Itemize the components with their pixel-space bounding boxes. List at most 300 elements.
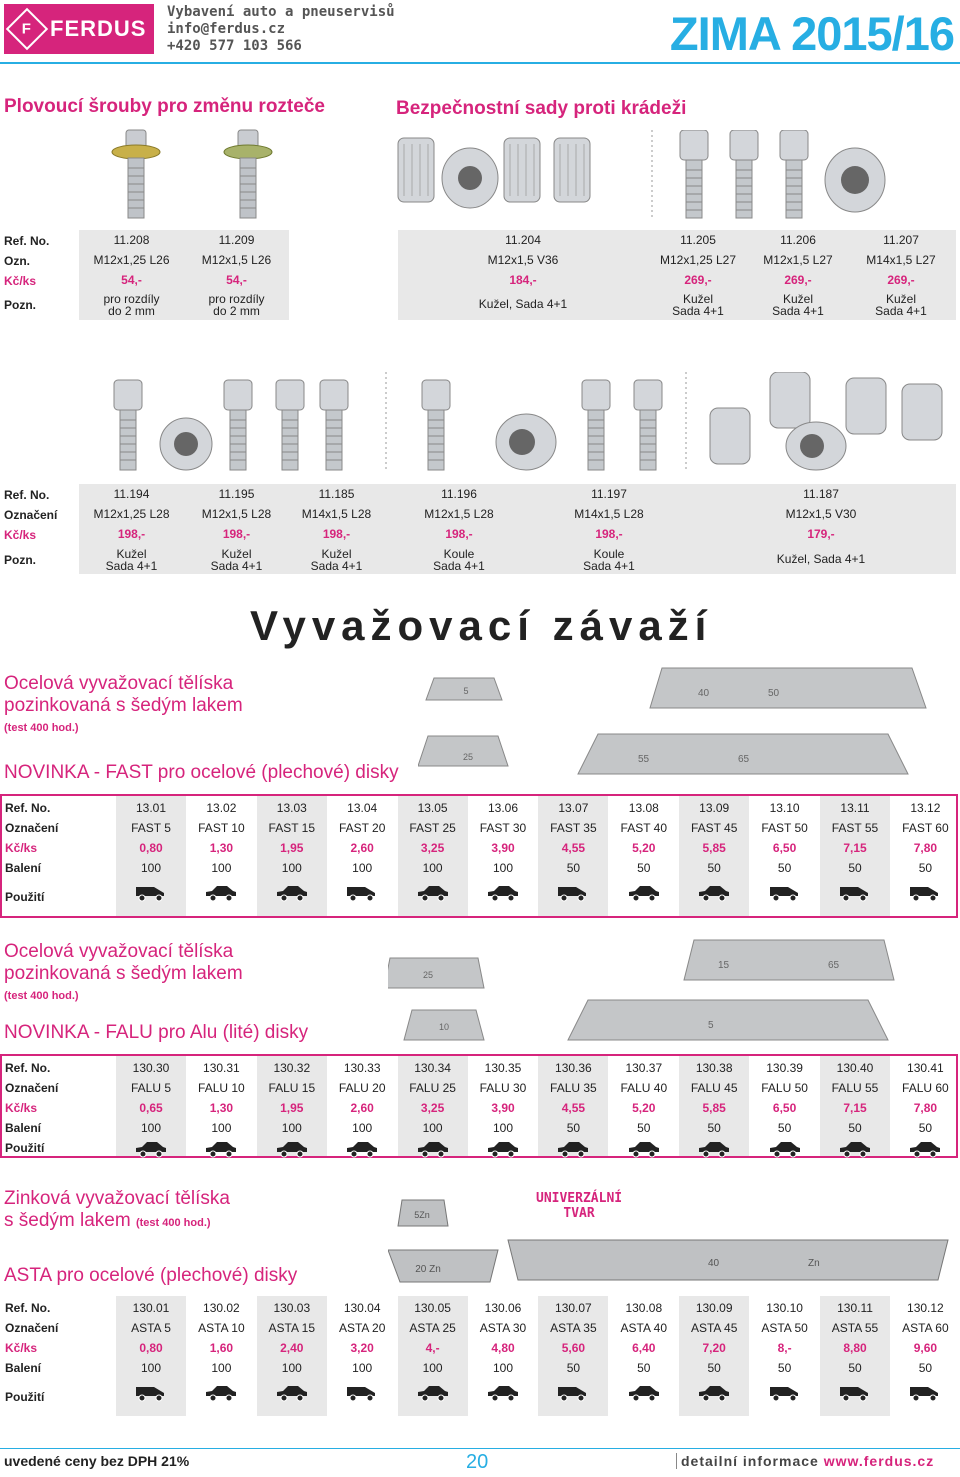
table-cell: 100 <box>211 861 232 875</box>
car-icon <box>697 1138 731 1164</box>
product-ref: 11.206 <box>780 233 816 247</box>
fast-desc-1: Ocelová vyvažovací tělíska <box>4 673 234 694</box>
table-cell: 130.31 <box>203 1061 240 1075</box>
row-label: Označení <box>5 1321 59 1335</box>
fast-weight-label-3: 50 <box>768 688 780 699</box>
car-icon <box>486 1379 520 1417</box>
product-ref: 11.197 <box>591 487 627 501</box>
product-price: 54,- <box>226 273 247 287</box>
lock-ball-set-icon <box>422 380 662 470</box>
label-pozn: Pozn. <box>4 298 36 312</box>
product-price: 198,- <box>117 527 146 541</box>
table-cell: FAST 25 <box>409 821 456 835</box>
footer <box>0 1448 960 1477</box>
table-cell: 50 <box>777 1121 792 1135</box>
falu-weight-label-4: 65 <box>828 960 840 971</box>
falu-weight-label-3: 15 <box>718 960 730 971</box>
table-cell: 13.10 <box>769 801 800 815</box>
table-cell: 4,55 <box>561 841 586 855</box>
table-row <box>2 818 956 838</box>
asta-weight-label-4: Zn <box>808 1258 820 1269</box>
table-cell: 50 <box>848 1121 862 1135</box>
table-cell: 100 <box>492 861 514 875</box>
car-icon <box>838 1138 872 1164</box>
product-ref: 11.205 <box>680 233 716 247</box>
van-icon <box>556 879 590 917</box>
table-cell: FAST 15 <box>268 821 316 835</box>
table-cell: 130.05 <box>414 1301 451 1315</box>
table-cell: 7,20 <box>702 1341 726 1355</box>
weight-long-icon <box>684 940 894 980</box>
usage-cell <box>820 1138 890 1158</box>
table-cell: 50 <box>848 861 862 875</box>
falu-weights-image <box>388 930 958 1045</box>
product-price: 269,- <box>887 273 915 287</box>
usage-cell <box>468 1138 538 1158</box>
van-icon <box>838 879 872 917</box>
usage-cell <box>398 1138 468 1158</box>
van-icon <box>768 1379 802 1417</box>
table-cell: 100 <box>352 1361 373 1375</box>
table-cell: 50 <box>637 1121 651 1135</box>
table-cell: 1,95 <box>280 1101 304 1115</box>
row-label: Použití <box>5 1141 45 1155</box>
weight-medium-icon <box>418 736 508 766</box>
product-note: Kužel <box>116 547 147 561</box>
table-cell: 130.01 <box>132 1301 170 1315</box>
product-note: Kužel <box>321 547 352 561</box>
product-name: M12x1,5 V30 <box>785 507 857 521</box>
product-name: M12x1,5 L28 <box>424 507 494 521</box>
floating-bolts-image <box>100 120 280 225</box>
row-label: Použití <box>5 1390 45 1404</box>
car-icon <box>486 1138 520 1164</box>
product-price: 184,- <box>509 273 537 287</box>
usage-cell <box>890 1378 960 1416</box>
table-cell: 130.11 <box>837 1301 873 1315</box>
table-cell: 130.08 <box>625 1301 663 1315</box>
row-label: Kč/ks <box>5 1341 38 1355</box>
table-row-usage <box>2 878 956 916</box>
bolt-green-icon <box>224 130 272 218</box>
table-cell: 1,60 <box>209 1341 234 1355</box>
table-cell: 7,80 <box>913 1101 938 1115</box>
product-name: M12x1,5 L28 <box>201 507 272 521</box>
table-cell: 2,40 <box>280 1341 304 1355</box>
product-name: M14x1,5 L28 <box>574 507 644 521</box>
bolt-icon <box>112 130 160 218</box>
table-cell: 9,60 <box>913 1341 938 1355</box>
asta-table <box>0 1294 958 1418</box>
table-row <box>2 1098 956 1118</box>
table-cell: FALU 20 <box>338 1081 386 1095</box>
lock-bolt-icon <box>680 130 885 218</box>
car-icon <box>627 1379 661 1417</box>
product-name: M12x1,5 L26 <box>201 253 272 267</box>
product-ref: 11.204 <box>505 233 541 247</box>
table-cell: 130.09 <box>695 1301 733 1315</box>
usage-cell <box>538 878 608 916</box>
table-cell: FAST 50 <box>761 821 808 835</box>
row-label: Označení <box>5 1081 59 1095</box>
table-row <box>2 838 956 858</box>
table-cell: FAST 35 <box>550 821 597 835</box>
table-cell: ASTA 60 <box>902 1321 949 1335</box>
table-cell: FAST 40 <box>620 821 668 835</box>
table-cell: 50 <box>918 861 933 875</box>
fast-table <box>0 794 958 918</box>
table-cell: 100 <box>492 1121 514 1135</box>
weight-long-icon <box>508 1240 948 1280</box>
table-cell: 2,60 <box>350 841 374 855</box>
van-icon <box>768 879 802 917</box>
table-cell: 6,50 <box>772 1101 797 1115</box>
table-cell: 0,65 <box>139 1101 163 1115</box>
table-cell: 50 <box>566 1121 581 1135</box>
car-icon <box>486 879 520 917</box>
row-label: Ref. No. <box>5 1061 51 1075</box>
table-row <box>2 1058 956 1078</box>
table-cell: 130.04 <box>343 1301 381 1315</box>
row-label: Použití <box>5 890 45 904</box>
table-cell: 130.30 <box>132 1061 170 1075</box>
season-title: ZIMA 2015/16 <box>669 7 954 60</box>
security-sets-image-2 <box>100 372 955 477</box>
table-cell: FALU 60 <box>902 1081 949 1095</box>
usage-cell <box>398 1378 468 1416</box>
table-row-usage <box>2 1138 956 1158</box>
row-label: Balení <box>5 861 42 875</box>
footer-info <box>676 1453 934 1469</box>
usage-cell <box>750 1378 820 1416</box>
usage-cell <box>327 878 397 916</box>
label-ozn: Ozn. <box>4 254 30 268</box>
product-note: Kužel, Sada 4+1 <box>776 552 866 566</box>
table-cell: 13.02 <box>206 801 237 815</box>
product-note-2: do 2 mm <box>213 304 260 318</box>
van-icon <box>908 879 942 917</box>
lock-bolt-set-icon <box>114 380 348 470</box>
car-icon <box>627 879 661 917</box>
fast-weight-label-1: 5 <box>463 686 469 696</box>
table-cell: 5,85 <box>702 1101 726 1115</box>
asta-desc-2-line <box>4 1210 211 1232</box>
table-cell: 100 <box>281 1361 302 1375</box>
row-label: Ref. No. <box>5 1301 51 1315</box>
table-row <box>2 1078 956 1098</box>
table-cell: FAST 10 <box>198 821 245 835</box>
table-row <box>2 1338 956 1358</box>
product-price: 198,- <box>222 527 251 541</box>
label-ref: Ref. No. <box>4 488 50 502</box>
section-floating-bolts-title: Plovoucí šrouby pro změnu rozteče <box>4 96 325 117</box>
product-note-2: Sada 4+1 <box>672 304 724 318</box>
usage-cell <box>116 1378 186 1416</box>
table-cell: ASTA 50 <box>761 1321 808 1335</box>
table-cell: 7,80 <box>913 841 938 855</box>
car-icon <box>204 1379 238 1417</box>
usage-cell <box>257 1378 327 1416</box>
row-label: Balení <box>5 1361 42 1375</box>
table-cell: ASTA 35 <box>550 1321 597 1335</box>
product-ref: 11.195 <box>218 487 255 501</box>
usage-cell <box>750 1138 820 1158</box>
usage-cell <box>609 1378 679 1416</box>
table-cell: 130.37 <box>625 1061 663 1075</box>
table-cell: 130.34 <box>414 1061 451 1075</box>
table-cell: ASTA 25 <box>409 1321 456 1335</box>
weight-long-icon <box>650 668 926 708</box>
car-icon <box>697 1379 731 1417</box>
van-icon <box>838 1379 872 1417</box>
table-cell: 5,85 <box>702 841 726 855</box>
weight-medium-icon <box>404 1010 484 1040</box>
product-note-2: Sada 4+1 <box>105 559 158 573</box>
table-cell: ASTA 5 <box>131 1321 171 1335</box>
table-cell: 5,20 <box>632 841 656 855</box>
table-cell: 130.32 <box>273 1061 311 1075</box>
product-note: pro rozdíly <box>208 292 265 306</box>
label-price: Kč/ks <box>4 528 37 542</box>
table-row <box>2 1358 956 1378</box>
footer-info-prefix: detailní informace <box>681 1453 824 1469</box>
table-cell: 13.05 <box>417 801 448 815</box>
product-name: M12x1,5 L27 <box>763 253 833 267</box>
table-cell: 13.09 <box>699 801 730 815</box>
product-ref: 11.187 <box>803 487 839 501</box>
usage-cell <box>679 1138 749 1158</box>
product-note-2: Sada 4+1 <box>875 304 927 318</box>
usage-cell <box>750 878 820 916</box>
lock-nut-set-icon <box>710 372 942 470</box>
usage-cell <box>186 878 256 916</box>
falu-weight-label-1: 25 <box>422 970 434 980</box>
section-security-sets-title: Bezpečnostní sady proti krádeži <box>396 98 687 119</box>
falu-desc-1: Ocelová vyvažovací tělíska <box>4 941 234 962</box>
table-cell: 50 <box>918 1121 933 1135</box>
usage-cell <box>186 1138 256 1158</box>
weight-medium-icon <box>388 1250 498 1282</box>
usage-cell <box>186 1378 256 1416</box>
table-cell: FALU 5 <box>130 1081 172 1095</box>
label-ozn: Označení <box>4 508 58 522</box>
table-cell: ASTA 30 <box>479 1321 527 1335</box>
table-cell: 50 <box>777 861 792 875</box>
logo-text: FERDUS <box>50 16 147 41</box>
usage-cell <box>257 1138 327 1158</box>
table-cell: 3,90 <box>491 1101 515 1115</box>
table-cell: ASTA 10 <box>198 1321 245 1335</box>
table-cell: 100 <box>281 1121 302 1135</box>
footer-website-link[interactable]: www.ferdus.cz <box>823 1453 935 1469</box>
product-price: 198,- <box>322 527 351 541</box>
usage-cell <box>257 878 327 916</box>
table-cell: 8,- <box>777 1341 792 1355</box>
table-cell: 130.06 <box>484 1301 522 1315</box>
asta-weight-label-3: 40 <box>708 1258 720 1269</box>
product-note-2: do 2 mm <box>108 304 155 318</box>
usage-cell <box>327 1378 397 1416</box>
fast-weights-image <box>418 664 958 784</box>
company-info <box>167 4 395 55</box>
table-cell: 50 <box>637 861 651 875</box>
table-cell: 13.11 <box>840 801 870 815</box>
falu-weight-label-2: 10 <box>438 1022 450 1032</box>
page-number: 20 <box>466 1451 489 1473</box>
usage-cell <box>468 1378 538 1416</box>
usage-cell <box>609 878 679 916</box>
footer-vat-note: uvedené ceny bez DPH 21% <box>4 1453 190 1469</box>
car-icon <box>768 1138 802 1164</box>
product-ref: 11.209 <box>218 233 255 247</box>
table-cell: 130.39 <box>766 1061 803 1075</box>
usage-cell <box>538 1138 608 1158</box>
company-email[interactable]: info@ferdus.cz <box>167 21 286 37</box>
product-note: Koule <box>593 547 625 561</box>
table-cell: 130.07 <box>555 1301 592 1315</box>
table-row <box>2 1318 956 1338</box>
row-label: Kč/ks <box>5 841 38 855</box>
table-cell: ASTA 40 <box>620 1321 668 1335</box>
table-cell: 4,55 <box>561 1101 586 1115</box>
table-cell: 130.12 <box>907 1301 944 1315</box>
table-cell: 3,25 <box>420 841 445 855</box>
table-cell: 50 <box>707 1361 721 1375</box>
usage-cell <box>890 1138 960 1158</box>
usage-cell <box>116 1138 186 1158</box>
usage-cell <box>679 1378 749 1416</box>
table-cell: FAST 20 <box>338 821 386 835</box>
asta-desc-2: s šedým lakem <box>4 1210 131 1231</box>
table-row <box>2 858 956 878</box>
company-tagline: Vybavení auto a pneuservisů <box>167 4 395 20</box>
usage-cell <box>679 878 749 916</box>
falu-desc-2: pozinkovaná s šedým lakem <box>4 963 243 984</box>
table-cell: FAST 30 <box>479 821 527 835</box>
van-icon <box>134 1379 168 1417</box>
table-cell: 0,80 <box>139 1341 163 1355</box>
table-cell: 130.33 <box>343 1061 381 1075</box>
car-icon <box>275 879 309 917</box>
ferdus-logo <box>4 4 154 54</box>
row-label: Balení <box>5 1121 42 1135</box>
table-cell: 2,60 <box>350 1101 374 1115</box>
table-cell: 100 <box>422 1361 443 1375</box>
usage-cell <box>609 1138 679 1158</box>
van-icon <box>908 1379 942 1417</box>
product-note-2: Sada 4+1 <box>210 559 263 573</box>
table-cell: 130.03 <box>273 1301 311 1315</box>
falu-table <box>0 1054 958 1158</box>
usage-cell <box>890 878 960 916</box>
usage-cell <box>327 1138 397 1158</box>
product-name: M12x1,25 L26 <box>93 253 170 267</box>
fast-weight-label-6: 25 <box>462 752 474 762</box>
product-name: M14x1,5 L28 <box>301 507 372 521</box>
table-cell: 100 <box>140 1361 162 1375</box>
product-note: Kužel <box>885 292 917 306</box>
fast-desc-2: pozinkovaná s šedým lakem <box>4 695 243 716</box>
table-cell: 130.10 <box>766 1301 803 1315</box>
table-row <box>2 1298 956 1318</box>
usage-cell <box>820 1378 890 1416</box>
table-cell: 1,30 <box>209 1101 234 1115</box>
table-cell: 50 <box>566 861 581 875</box>
weight-small-icon <box>388 958 484 988</box>
product-note-2: Sada 4+1 <box>310 559 363 573</box>
weight-small-icon <box>426 678 502 700</box>
badge-line-2: TVAR <box>563 1206 595 1221</box>
product-note: Kužel <box>221 547 252 561</box>
table-cell: 0,80 <box>139 841 163 855</box>
usage-cell <box>468 878 538 916</box>
table-cell: 7,15 <box>843 1101 867 1115</box>
table-cell: 50 <box>848 1361 862 1375</box>
usage-cell <box>398 878 468 916</box>
table-cell: 3,20 <box>350 1341 374 1355</box>
product-note-2: Sada 4+1 <box>433 559 485 573</box>
product-note: Kužel <box>682 292 714 306</box>
table-cell: 13.08 <box>628 801 659 815</box>
product-note: Kužel <box>782 292 814 306</box>
table-cell: FAST 55 <box>831 821 879 835</box>
table-cell: ASTA 20 <box>338 1321 386 1335</box>
table-cell: 5,20 <box>632 1101 656 1115</box>
product-price: 269,- <box>684 273 712 287</box>
falu-title: NOVINKA - FALU pro Alu (lité) disky <box>4 1022 309 1043</box>
car-icon <box>134 1138 168 1164</box>
company-phone: +420 577 103 566 <box>167 38 302 54</box>
van-icon <box>134 879 168 917</box>
falu-weight-label-5: 5 <box>708 1020 714 1031</box>
table-cell: 50 <box>637 1361 651 1375</box>
car-icon <box>275 1138 309 1164</box>
product-note-2: Sada 4+1 <box>583 559 635 573</box>
car-icon <box>345 1138 379 1164</box>
usage-cell <box>538 1378 608 1416</box>
table-cell: 13.12 <box>910 801 941 815</box>
fast-weight-label-5: 65 <box>738 754 750 765</box>
row-label: Kč/ks <box>5 1101 38 1115</box>
product-price: 198,- <box>445 527 473 541</box>
table-cell: 50 <box>777 1361 792 1375</box>
table-cell: 8,80 <box>843 1341 867 1355</box>
table-cell: 13.07 <box>558 801 589 815</box>
weights-heading: Vyvažovací závaží <box>250 602 713 649</box>
table-row <box>2 1118 956 1138</box>
table-cell: 130.36 <box>555 1061 592 1075</box>
table-cell: 100 <box>422 861 443 875</box>
weight-small-icon <box>398 1200 448 1226</box>
product-ref: 11.208 <box>113 233 150 247</box>
table-cell: 1,30 <box>209 841 234 855</box>
product-ref: 11.194 <box>113 487 150 501</box>
table-cell: FALU 50 <box>761 1081 808 1095</box>
product-ref: 11.207 <box>883 233 919 247</box>
table-cell: 13.01 <box>135 801 167 815</box>
table-cell: 50 <box>707 861 721 875</box>
car-icon <box>275 1379 309 1417</box>
car-icon <box>416 879 450 917</box>
table-cell: FALU 55 <box>831 1081 879 1095</box>
product-ref: 11.185 <box>318 487 355 501</box>
table-cell: 100 <box>492 1361 514 1375</box>
van-icon <box>556 1379 590 1417</box>
van-icon <box>345 1379 379 1417</box>
table-cell: 130.02 <box>203 1301 240 1315</box>
product-name: M12x1,25 L28 <box>93 507 170 521</box>
row-label: Označení <box>5 821 59 835</box>
